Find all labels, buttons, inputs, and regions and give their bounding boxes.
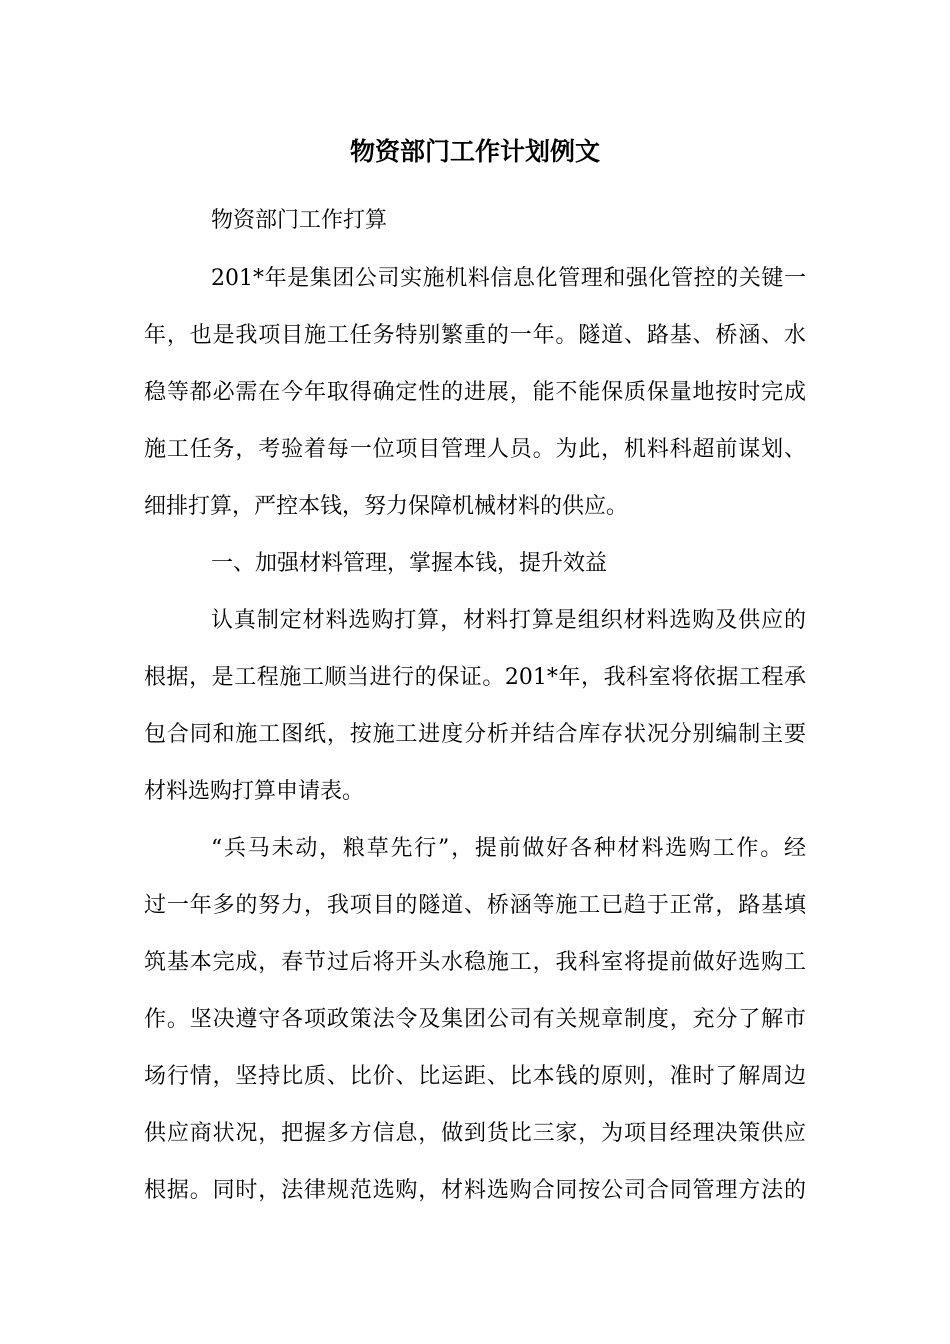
section-heading: 一、加强材料管理，掌握本钱，提升效益	[211, 551, 608, 576]
document-subtitle: 物资部门工作打算	[211, 208, 388, 233]
paragraph-line: 供应商状况，把握多方信息，做到货比三家，为项目经理决策供应	[144, 1121, 806, 1146]
paragraph-line: 稳等都必需在今年取得确定性的进展，能不能保质保量地按时完成	[144, 380, 806, 405]
paragraph-line: 过一年多的努力，我项目的隧道、桥涵等施工已趋于正常，路基填	[144, 893, 806, 918]
paragraph-line: 施工任务，考验着每一位项目管理人员。为此，机料科超前谋划、	[144, 437, 806, 462]
paragraph-line: 细排打算，严控本钱，努力保障机械材料的供应。	[144, 494, 629, 519]
paragraph-line: 场行情，坚持比质、比价、比运距、比本钱的原则，准时了解周边	[144, 1064, 806, 1089]
paragraph-line: 作。坚决遵守各项政策法令及集团公司有关规章制度，充分了解市	[144, 1007, 806, 1032]
paragraph-line: 认真制定材料选购打算，材料打算是组织材料选购及供应的	[211, 608, 806, 633]
paragraph-line: “兵马未动，粮草先行”，提前做好各种材料选购工作。经	[211, 836, 806, 861]
paragraph-line: 筑基本完成，春节过后将开头水稳施工，我科室将提前做好选购工	[144, 950, 806, 975]
paragraph-line: 包合同和施工图纸，按施工进度分析并结合库存状况分别编制主要	[144, 722, 806, 747]
paragraph-line: 材料选购打算申请表。	[144, 779, 365, 804]
paragraph-line: 201*年是集团公司实施机料信息化管理和强化管控的关键一	[211, 266, 806, 291]
paragraph-line: 根据。同时，法律规范选购，材料选购合同按公司合同管理方法的	[144, 1178, 806, 1203]
paragraph-line: 根据，是工程施工顺当进行的保证。201*年，我科室将依据工程承	[144, 665, 806, 690]
paragraph-line: 年，也是我项目施工任务特别繁重的一年。隧道、路基、桥涵、水	[144, 323, 806, 348]
document-title: 物资部门工作计划例文	[349, 137, 600, 166]
